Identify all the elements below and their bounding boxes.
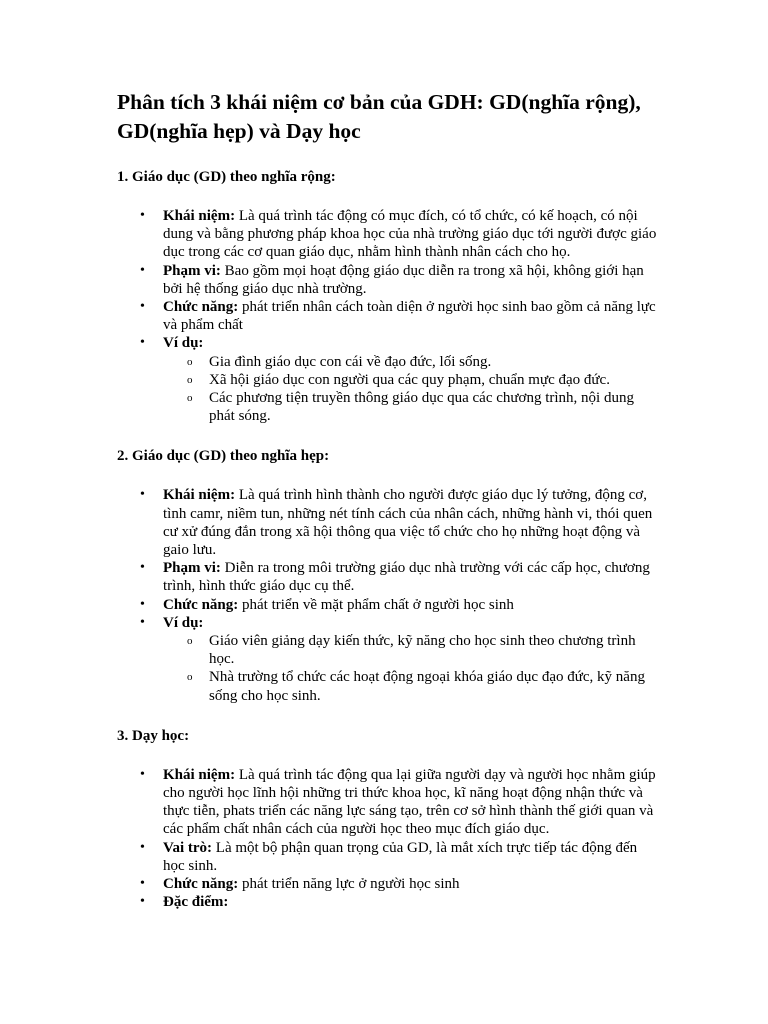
- bullet-text: Bao gồm mọi hoạt động giáo dục diễn ra trong xã hội, không giới hạn bởi hệ thống giáo dục nhà trường.: [163, 262, 644, 297]
- bullet-label: Ví dụ:: [163, 335, 204, 352]
- bullet-label: Chức năng:: [163, 299, 239, 316]
- sub-list: [163, 632, 657, 705]
- document-title: Phân tích 3 khái niệm cơ bản của GDH: GD(nghĩa rộng), GD(nghĩa hẹp) và Dạy học: [117, 90, 641, 143]
- bullet-label: Phạm vi:: [163, 560, 221, 577]
- bullet-item: [117, 559, 657, 595]
- bullet-item: [117, 614, 657, 705]
- bullet-text: Là quá trình tác động có mục đích, có tổ chức, có kế hoạch, có nội dung và bằng phương pháp khoa học của nhà trường giáo dục tới người được giáo dục trong các cơ quan giáo dục, nhằm hình thành nhân cách cho họ.: [163, 208, 657, 261]
- section-1: [117, 168, 657, 425]
- section-heading: 1. Giáo dục (GD) theo nghĩa rộng:: [117, 169, 336, 185]
- bullet-label: Khái niệm:: [163, 766, 236, 783]
- bullet-text: Diễn ra trong môi trường giáo dục nhà trường với các cấp học, chương trình, hình thức giáo dục cụ thể.: [163, 560, 650, 595]
- bullet-list: [117, 207, 657, 425]
- bullet-text: phát triển nhân cách toàn diện ở người học sinh bao gồm cả năng lực và phẩm chất: [163, 299, 656, 334]
- bullet-list: [117, 486, 657, 704]
- bullet-label: Chức năng:: [163, 876, 239, 893]
- document-body: [117, 168, 657, 912]
- sub-list-item: o Nhà trường tổ chức các hoạt động ngoại khóa giáo dục đạo đức, kỹ năng sống cho học sinh.: [163, 668, 657, 704]
- bullet-label: Chức năng:: [163, 596, 239, 613]
- bullet-text: Là quá trình tác động qua lại giữa người dạy và người học nhằm giúp cho người học lĩnh hội những tri thức khoa học, kĩ năng hoạt động nhận thức và thực tiễn, phats triển các năng lực sáng tạo, trên cơ sở hình thành thế giới quan và các phẩm chất nhân cách của người học theo mục đích giáo dục.: [163, 766, 656, 838]
- bullet-text: phát triển về mặt phẩm chất ở người học sinh: [238, 596, 514, 613]
- bullet-list: [117, 766, 657, 912]
- bullet-text: Là quá trình hình thành cho người được giáo dục lý tưởng, động cơ, tình camr, niềm tun, những nét tính cách của nhân cách, những hành vi, thói quen cư xử đúng đắn trong xã hội thông qua việc tổ chức cho họ những hoạt động và gaio lưu.: [163, 487, 653, 559]
- document-page: [117, 88, 657, 934]
- bullet-label: Khái niệm:: [163, 208, 236, 224]
- bullet-item: [117, 893, 657, 911]
- section-heading: 2. Giáo dục (GD) theo nghĩa hẹp:: [117, 448, 330, 465]
- bullet-item: [117, 875, 657, 893]
- bullet-label: Ví dụ:: [163, 614, 204, 631]
- bullet-item: [117, 262, 657, 298]
- bullet-label: Phạm vi:: [163, 262, 221, 279]
- sub-list-item: o Các phương tiện truyền thông giáo dục qua các chương trình, nội dung phát sóng.: [163, 389, 657, 425]
- sub-list-item: o Giáo viên giảng dạy kiến thức, kỹ năng cho học sinh theo chương trình học.: [163, 632, 657, 668]
- bullet-item: [117, 486, 657, 559]
- bullet-item: [117, 766, 657, 839]
- bullet-text: phát triển năng lực ở người học sinh: [238, 876, 460, 893]
- bullet-item: [117, 298, 657, 334]
- bullet-item: [117, 334, 657, 425]
- bullet-label: Đặc điểm:: [163, 894, 229, 911]
- sub-list-item: o Gia đình giáo dục con cái về đạo đức, lối sống.: [163, 353, 657, 371]
- section-2: [117, 447, 657, 704]
- bullet-item: [117, 839, 657, 875]
- section-3: [117, 727, 657, 912]
- sub-list-item: o Xã hội giáo dục con người qua các quy phạm, chuẩn mực đạo đức.: [163, 371, 657, 389]
- bullet-label: Khái niệm:: [163, 487, 236, 504]
- bullet-item: [117, 207, 657, 262]
- bullet-label: Vai trò:: [163, 839, 213, 856]
- section-heading: 3. Dạy học:: [117, 727, 190, 744]
- sub-list: [163, 353, 657, 426]
- bullet-text: Là một bộ phận quan trọng của GD, là mắt xích trực tiếp tác động đến học sinh.: [163, 839, 638, 874]
- bullet-item: [117, 596, 657, 614]
